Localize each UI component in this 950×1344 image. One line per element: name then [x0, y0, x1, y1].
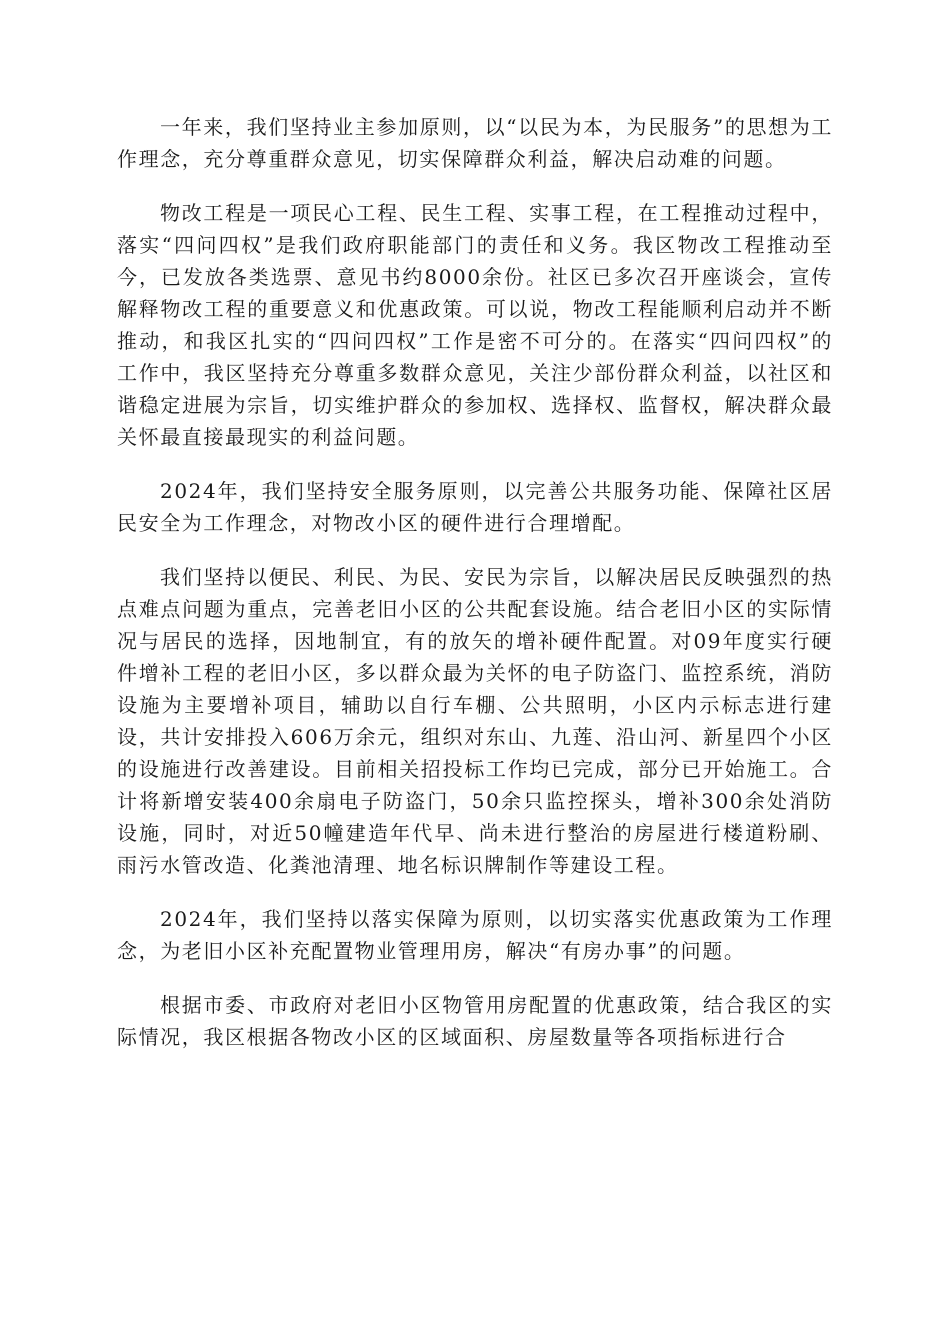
paragraph-4: 我们坚持以便民、利民、为民、安民为宗旨，以解决居民反映强烈的热点难点问题为重点，完善老旧小区的公共配套设施。结合老旧小区的实际情况与居民的选择，因地制宜，有的放矢的增补硬件配置。对09年度实行硬件增补工程的老旧小区，多以群众最为关怀的电子防盗门、监控系统，消防设施为主要增补项目，辅助以自行车棚、公共照明，小区内示标志进行建设，共计安排投入606万余元，组织对东山、九莲、沿山河、新星四个小区的设施进行改善建设。目前相关招投标工作均已完成，部分已开始施工。合计将新增安装400余扇电子防盗门，50余只监控探头，增补300余处消防设施，同时，对近50幢建造年代早、尚未进行整治的房屋进行楼道粉刷、雨污水管改造、化粪池清理、地名标识牌制作等建设工程。: [117, 565, 833, 877]
paragraph-5: 2024年，我们坚持以落实保障为原则，以切实落实优惠政策为工作理念，为老旧小区补充配置物业管理用房，解决“有房办事”的问题。: [117, 907, 833, 963]
document-body: [117, 111, 833, 1075]
paragraph-1: 一年来，我们坚持业主参加原则，以“以民为本，为民服务”的思想为工作理念，充分尊重群众意见，切实保障群众利益，解决启动难的问题。: [117, 115, 833, 171]
paragraph-3: 2024年，我们坚持安全服务原则，以完善公共服务功能、保障社区居民安全为工作理念，对物改小区的硬件进行合理增配。: [117, 479, 833, 535]
paragraph-6: 根据市委、市政府对老旧小区物管用房配置的优惠政策，结合我区的实际情况，我区根据各物改小区的区域面积、房屋数量等各项指标进行合: [117, 993, 833, 1049]
paragraph-2: 物改工程是一项民心工程、民生工程、实事工程，在工程推动过程中，落实“四问四权”是我们政府职能部门的责任和义务。我区物改工程推动至今，已发放各类选票、意见书约8000余份。社区已多次召开座谈会，宣传解释物改工程的重要意义和优惠政策。可以说，物改工程能顺利启动并不断推动，和我区扎实的“四问四权”工作是密不可分的。在落实“四问四权”的工作中，我区坚持充分尊重多数群众意见，关注少部份群众利益，以社区和谐稳定进展为宗旨，切实维护群众的参加权、选择权、监督权，解决群众最关怀最直接最现实的利益问题。: [117, 201, 833, 449]
